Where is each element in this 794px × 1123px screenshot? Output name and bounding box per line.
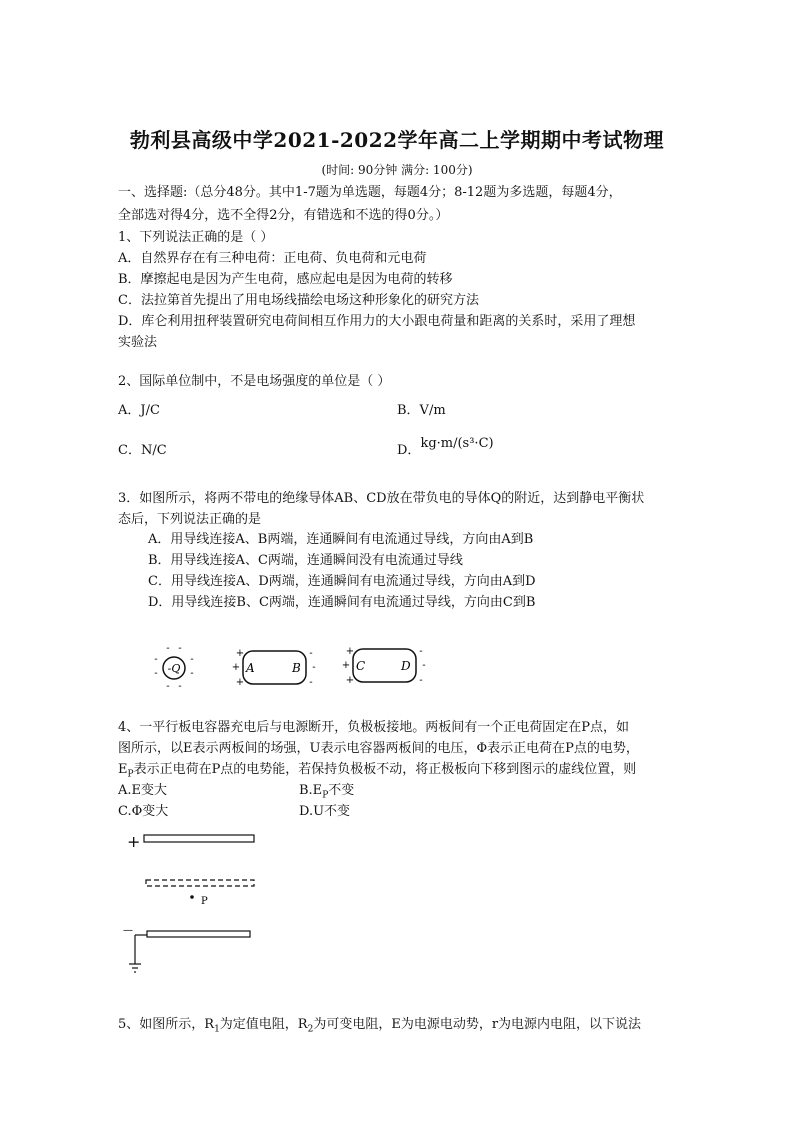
q1-stem: 1、下列说法正确的是（ ） bbox=[118, 230, 274, 245]
q4-ep-subscript: P bbox=[127, 769, 134, 780]
negative-plate-minus: — bbox=[123, 925, 133, 936]
q1-option-d-line1: D．库仑利用扭秤装置研究电荷间相互作用力的大小跟电荷量和距离的关系时，采用了理想 bbox=[118, 314, 636, 329]
q4-option-d: D.U不变 bbox=[299, 804, 351, 819]
q4-option-c: C.Φ变大 bbox=[118, 804, 169, 819]
q1-option-a: A．自然界存在有三种电荷：正电荷、负电荷和元电荷 bbox=[118, 251, 427, 266]
q5-sub2: 2 bbox=[307, 1024, 314, 1035]
ab-minus-3: - bbox=[309, 677, 313, 688]
q1-option-c: C．法拉第首先提出了用电场线描绘电场这种形象化的研究方法 bbox=[118, 293, 479, 308]
q-minus-1: - bbox=[166, 643, 170, 654]
q3-option-b: B．用导线连接A、C两端，连通瞬间没有电流通过导线 bbox=[148, 553, 463, 568]
q5-part2: 为定值电阻，R bbox=[219, 1017, 308, 1032]
exam-subtitle: (时间: 90分钟 满分: 100分) bbox=[321, 163, 473, 177]
q4-option-b-subscript: P bbox=[322, 790, 329, 801]
point-p-label: P bbox=[201, 896, 208, 907]
q-minus-8: - bbox=[178, 681, 182, 692]
ab-plus-2: + bbox=[231, 662, 241, 673]
q-minus-6: - bbox=[190, 668, 194, 679]
charge-q bbox=[154, 643, 193, 692]
q3-stem-line1: 3．如图所示，将两不带电的绝缘导体AB、CD放在带负电的导体Q的附近，达到静电平衡状 bbox=[118, 491, 645, 506]
cd-minus-1: - bbox=[419, 646, 423, 657]
conductor-cd bbox=[342, 646, 426, 686]
q3-option-d: D．用导线连接B、C两端，连通瞬间有电流通过导线，方向由C到B bbox=[148, 595, 536, 610]
q2-option-b: B．V/m bbox=[397, 403, 446, 418]
conductor-ab bbox=[232, 648, 316, 688]
q4-option-b bbox=[299, 782, 354, 805]
dashed-plate-position bbox=[146, 880, 254, 886]
q1-option-d-line2: 实验法 bbox=[118, 335, 158, 350]
q2-option-d-formula: kg·m/(s³·C) bbox=[420, 436, 494, 451]
q2-stem: 2、国际单位制中，不是电场强度的单位是（ ） bbox=[118, 374, 391, 389]
q-minus-4: - bbox=[190, 654, 194, 665]
ab-plus-1: + bbox=[235, 648, 245, 659]
section-heading-line2: 全部选对得4分，选不全得2分，有错选和不选的得0分。） bbox=[118, 208, 449, 223]
q4-figure bbox=[120, 826, 270, 976]
cd-minus-2: - bbox=[422, 660, 426, 671]
q2-option-c: C．N/C bbox=[118, 443, 167, 458]
q-minus-7: - bbox=[166, 681, 170, 692]
q4-stem-line3 bbox=[118, 761, 636, 784]
positive-plate bbox=[144, 835, 254, 842]
q-minus-3: - bbox=[154, 654, 158, 665]
conductor-a-label: A bbox=[246, 661, 255, 675]
q5-part1: 5、如图所示，R bbox=[118, 1017, 215, 1032]
cd-minus-3: - bbox=[419, 675, 423, 686]
q4-stem-line1: 4、一平行板电容器充电后与电源断开，负极板接地。两板间有一个正电荷固定在P点，如 bbox=[118, 720, 630, 735]
ab-minus-2: - bbox=[312, 662, 316, 673]
q-minus-2: - bbox=[178, 643, 182, 654]
q5-sub1: 1 bbox=[214, 1024, 220, 1035]
q4-stem-line2: 图所示，以E表示两板间的场强，U表示电容器两板间的电压，Φ表示正电荷在P点的电势， bbox=[118, 741, 639, 756]
cd-plus-1: + bbox=[345, 646, 355, 657]
q4-option-b-prefix: B.E bbox=[299, 783, 323, 798]
negative-plate bbox=[147, 931, 250, 937]
conductor-d-label: D bbox=[401, 659, 411, 673]
q1-option-b: B．摩擦起电是因为产生电荷，感应起电是因为电荷的转移 bbox=[118, 272, 453, 287]
q3-figure bbox=[140, 640, 440, 696]
exam-title: 勃利县高级中学2021-2022学年高二上学期期中考试物理 bbox=[129, 128, 665, 152]
q-minus-5: - bbox=[154, 668, 158, 679]
charge-q-label: -Q bbox=[167, 662, 181, 675]
q4-option-a: A.E变大 bbox=[118, 783, 168, 798]
q3-stem-line2: 态后，下列说法正确的是 bbox=[118, 512, 262, 527]
q5-stem bbox=[118, 1016, 641, 1039]
q2-option-d-label: D． bbox=[397, 443, 421, 458]
q2-option-d bbox=[397, 436, 494, 460]
q4-option-b-text: 不变 bbox=[328, 783, 355, 798]
point-p bbox=[190, 895, 194, 899]
section-heading-line1: 一、选择题:（总分48分。其中1-7题为单选题，每题4分；8-12题为多选题，每题4分， bbox=[118, 185, 622, 200]
cd-plus-2: + bbox=[341, 660, 351, 671]
q3-option-a: A．用导线连接A、B两端，连通瞬间有电流通过导线，方向由A到B bbox=[148, 532, 534, 547]
ab-minus-1: - bbox=[309, 648, 313, 659]
q4-stem-line3-text: 表示正电荷在P点的电势能，若保持负极板不动，将正极板向下移到图示的虚线位置，则 bbox=[133, 762, 637, 777]
q4-ep-symbol: E bbox=[118, 762, 128, 777]
conductor-c-label: C bbox=[356, 659, 366, 673]
q3-option-c: C．用导线连接A、D两端，连通瞬间有电流通过导线，方向由A到D bbox=[148, 574, 536, 589]
positive-plate-plus: + bbox=[127, 832, 141, 851]
q2-option-a: A．J/C bbox=[118, 403, 160, 418]
ab-plus-3: + bbox=[235, 677, 245, 688]
cd-plus-3: + bbox=[345, 675, 355, 686]
conductor-b-label: B bbox=[292, 661, 301, 675]
q5-part3: 为可变电阻，E为电源电动势，r为电源内电阻，以下说法 bbox=[313, 1017, 642, 1032]
